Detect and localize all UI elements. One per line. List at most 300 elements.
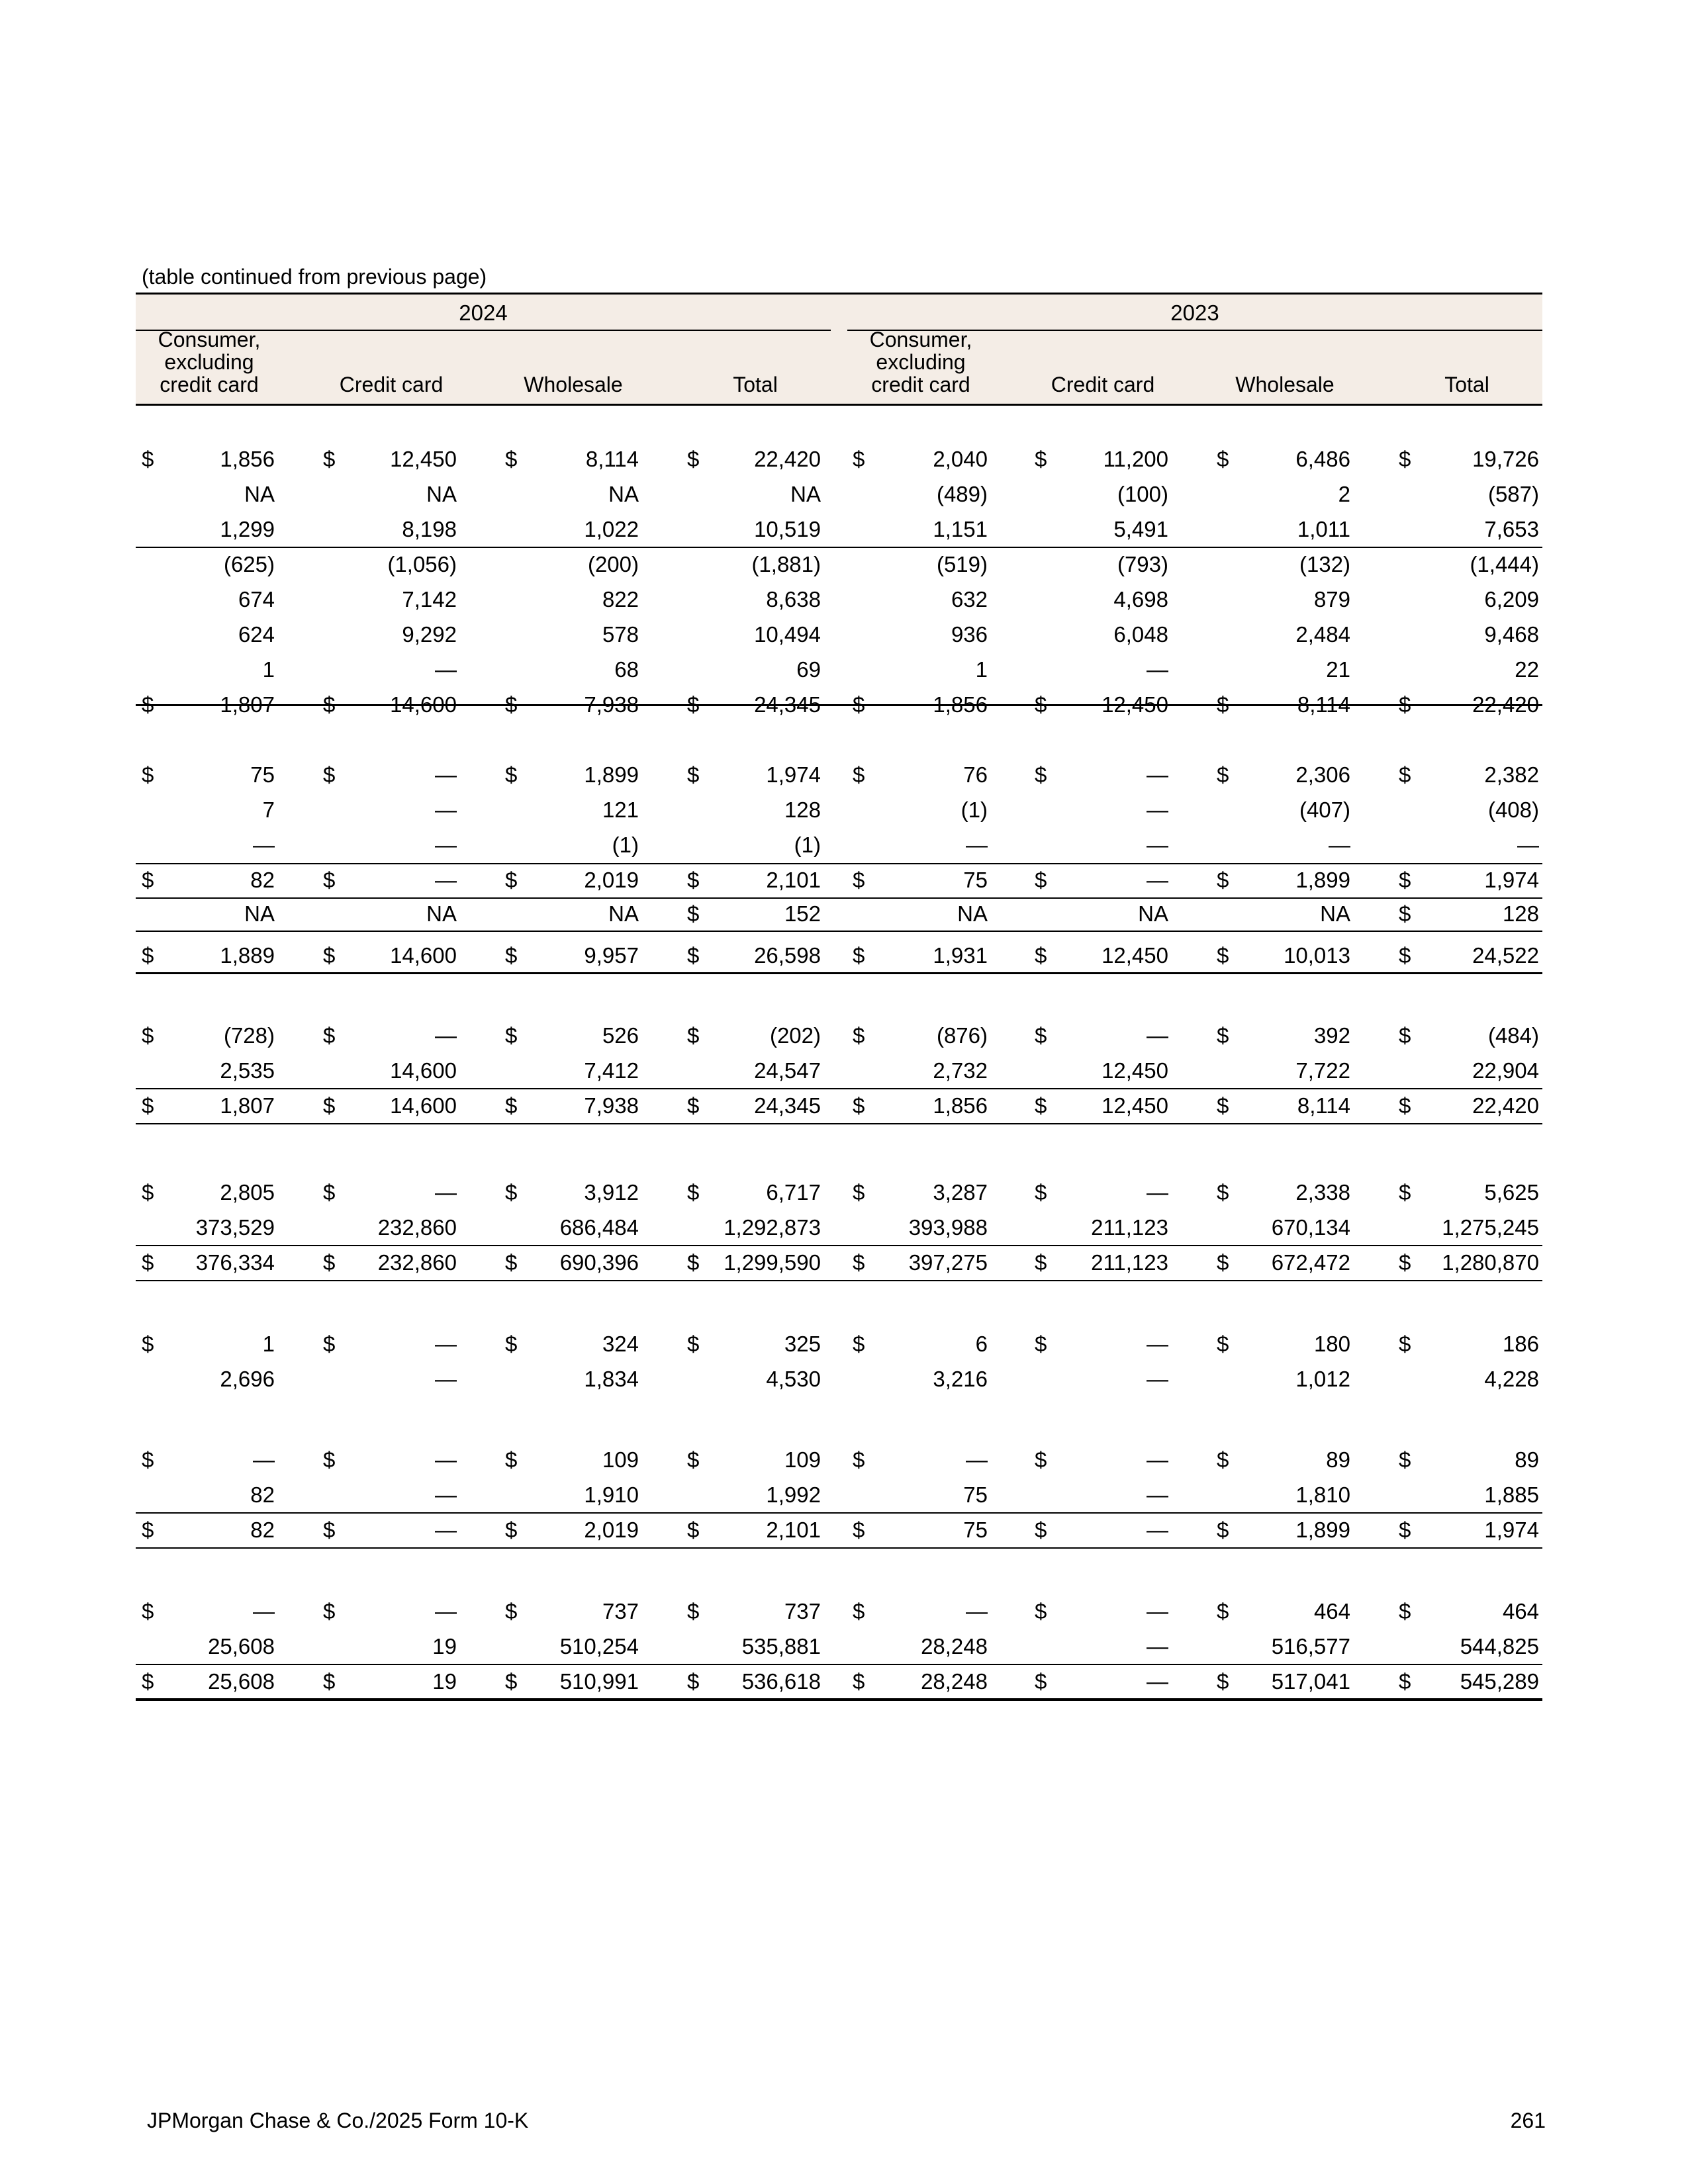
table-cell: (876) <box>936 1023 988 1048</box>
dollar-sign: $ <box>505 1093 518 1118</box>
dollar-sign: $ <box>1399 1093 1411 1118</box>
table-cell: 2,805 <box>220 1180 275 1205</box>
table-row <box>0 758 1688 792</box>
table-row <box>0 512 1688 547</box>
dollar-sign: $ <box>505 1180 518 1205</box>
table-cell: 128 <box>1502 901 1539 926</box>
continued-note: (table continued from previous page) <box>142 265 487 289</box>
dollar-sign: $ <box>1399 1669 1411 1694</box>
table-cell: 632 <box>951 587 988 612</box>
dollar-sign: $ <box>323 1599 336 1623</box>
dollar-sign: $ <box>1399 1447 1411 1472</box>
table-cell: — <box>1517 833 1539 857</box>
table-cell: 2,382 <box>1484 762 1539 787</box>
dollar-sign: $ <box>142 1250 154 1275</box>
table-cell: (407) <box>1299 797 1350 822</box>
table-cell: — <box>1147 1023 1168 1048</box>
table-cell: 2,484 <box>1295 622 1350 647</box>
table-cell: 376,334 <box>195 1250 275 1275</box>
table-rule <box>136 863 1542 864</box>
table-cell: 544,825 <box>1460 1634 1539 1659</box>
dollar-sign: $ <box>1035 1332 1047 1356</box>
table-cell: 22,904 <box>1472 1058 1539 1083</box>
dollar-sign: $ <box>1217 447 1229 471</box>
dollar-sign: $ <box>1217 1599 1229 1623</box>
dollar-sign: $ <box>687 943 700 968</box>
dollar-sign: $ <box>505 1023 518 1048</box>
table-cell: — <box>1147 1634 1168 1659</box>
dollar-sign: $ <box>323 1023 336 1048</box>
table-cell: 822 <box>602 587 639 612</box>
table-cell: (728) <box>223 1023 275 1048</box>
dollar-sign: $ <box>1035 447 1047 471</box>
dollar-sign: $ <box>505 1447 518 1472</box>
column-header <box>1381 373 1553 396</box>
dollar-sign: $ <box>1217 1250 1229 1275</box>
table-cell: 1,856 <box>933 692 988 717</box>
dollar-sign: $ <box>1217 1023 1229 1048</box>
dollar-sign: $ <box>505 943 518 968</box>
table-cell: 526 <box>602 1023 639 1048</box>
table-cell: 128 <box>784 797 821 822</box>
table-cell: 1,275,245 <box>1442 1215 1539 1240</box>
table-cell: 211,123 <box>1091 1215 1168 1240</box>
footer-title: JPMorgan Chase & Co./2025 Form 10-K <box>147 2109 529 2132</box>
column-header-line: credit card <box>871 373 970 396</box>
table-cell: 9,957 <box>584 943 639 968</box>
table-cell: 6,486 <box>1295 447 1350 471</box>
table-cell: 674 <box>238 587 275 612</box>
dollar-sign: $ <box>1035 1518 1047 1542</box>
table-rule <box>136 1698 1542 1701</box>
dollar-sign: $ <box>853 447 865 471</box>
dollar-sign: $ <box>853 1023 865 1048</box>
table-cell: — <box>1147 1447 1168 1472</box>
dollar-sign: $ <box>1035 1093 1047 1118</box>
table-cell: NA <box>608 482 639 506</box>
table-cell: (1) <box>794 833 821 857</box>
dollar-sign: $ <box>142 943 154 968</box>
table-cell: 19 <box>432 1634 457 1659</box>
dollar-sign: $ <box>505 447 518 471</box>
table-cell: NA <box>608 901 639 926</box>
table-cell: — <box>435 1518 457 1542</box>
table-cell: 6,048 <box>1113 622 1168 647</box>
table-cell: — <box>1147 1482 1168 1507</box>
table-cell: 75 <box>250 762 275 787</box>
dollar-sign: $ <box>687 868 700 892</box>
table-cell: — <box>1147 1599 1168 1623</box>
dollar-sign: $ <box>687 1250 700 1275</box>
dollar-sign: $ <box>1217 692 1229 717</box>
dollar-sign: $ <box>1399 868 1411 892</box>
column-header <box>669 373 841 396</box>
table-rule <box>136 1088 1542 1089</box>
table-cell: 12,450 <box>390 447 457 471</box>
table-cell: 12,450 <box>1102 943 1168 968</box>
table-cell: 25,608 <box>208 1634 275 1659</box>
dollar-sign: $ <box>323 868 336 892</box>
dollar-sign: $ <box>142 1447 154 1472</box>
dollar-sign: $ <box>853 1180 865 1205</box>
dollar-sign: $ <box>1035 1669 1047 1694</box>
dollar-sign: $ <box>323 943 336 968</box>
dollar-sign: $ <box>505 1332 518 1356</box>
table-row <box>0 938 1688 973</box>
table-cell: 1,807 <box>220 1093 275 1118</box>
table-rule <box>136 1547 1542 1549</box>
table-cell: 1 <box>975 657 988 682</box>
dollar-sign: $ <box>142 868 154 892</box>
table-cell: 186 <box>1502 1332 1539 1356</box>
dollar-sign: $ <box>142 1669 154 1694</box>
table-cell: 12,450 <box>1102 1058 1168 1083</box>
table-cell: — <box>966 1599 988 1623</box>
table-cell: 109 <box>784 1447 821 1472</box>
dollar-sign: $ <box>1035 943 1047 968</box>
table-row <box>0 582 1688 617</box>
table-cell: 535,881 <box>741 1634 821 1659</box>
table-cell: (793) <box>1117 552 1168 576</box>
table-cell: (1,881) <box>751 552 821 576</box>
table-row <box>0 1629 1688 1664</box>
column-header <box>1199 373 1371 396</box>
table-cell: 28,248 <box>921 1634 988 1659</box>
table-cell: — <box>253 1599 275 1623</box>
table-cell: — <box>253 1447 275 1472</box>
table-cell: 516,577 <box>1271 1634 1350 1659</box>
table-rule <box>136 1280 1542 1281</box>
dollar-sign: $ <box>687 1180 700 1205</box>
table-cell: 152 <box>784 901 821 926</box>
table-cell: — <box>1147 1669 1168 1694</box>
table-cell: 76 <box>963 762 988 787</box>
table-cell: (489) <box>936 482 988 506</box>
column-header-line: credit card <box>160 373 259 396</box>
table-cell: 180 <box>1313 1332 1350 1356</box>
table-cell: (587) <box>1487 482 1539 506</box>
dollar-sign: $ <box>1217 943 1229 968</box>
table-cell: 9,292 <box>402 622 457 647</box>
table-cell: 510,991 <box>559 1669 639 1694</box>
table-row <box>0 1175 1688 1210</box>
table-cell: 545,289 <box>1460 1669 1539 1694</box>
table-cell: 578 <box>602 622 639 647</box>
table-cell: NA <box>244 482 275 506</box>
dollar-sign: $ <box>142 1332 154 1356</box>
table-cell: 1,834 <box>584 1367 639 1391</box>
table-cell: 68 <box>614 657 639 682</box>
dollar-sign: $ <box>505 1669 518 1694</box>
table-cell: 536,618 <box>741 1669 821 1694</box>
table-cell: 2,535 <box>220 1058 275 1083</box>
dollar-sign: $ <box>853 1669 865 1694</box>
table-cell: 21 <box>1326 657 1350 682</box>
column-header <box>123 328 295 396</box>
dollar-sign: $ <box>1399 901 1411 926</box>
table-cell: 690,396 <box>559 1250 639 1275</box>
dollar-sign: $ <box>323 1250 336 1275</box>
dollar-sign: $ <box>323 1093 336 1118</box>
table-cell: (625) <box>223 552 275 576</box>
table-cell: 3,912 <box>584 1180 639 1205</box>
table-cell: 2,732 <box>933 1058 988 1083</box>
table-cell: — <box>1147 868 1168 892</box>
table-cell: 19 <box>432 1669 457 1694</box>
table-cell: (408) <box>1487 797 1539 822</box>
table-row <box>0 793 1688 827</box>
dollar-sign: $ <box>1399 943 1411 968</box>
dollar-sign: $ <box>1399 1332 1411 1356</box>
header-bottom-rule <box>136 404 1542 406</box>
table-cell: 464 <box>1502 1599 1539 1623</box>
table-row <box>0 547 1688 582</box>
table-cell: 24,522 <box>1472 943 1539 968</box>
table-row <box>0 1089 1688 1123</box>
dollar-sign: $ <box>1399 692 1411 717</box>
table-cell: 7,142 <box>402 587 457 612</box>
table-cell: 25,608 <box>208 1669 275 1694</box>
table-cell: 82 <box>250 1518 275 1542</box>
table-cell: — <box>435 1180 457 1205</box>
table-cell: 22,420 <box>1472 1093 1539 1118</box>
table-cell: (1) <box>612 833 639 857</box>
table-cell: 464 <box>1313 1599 1350 1623</box>
table-cell: 3,216 <box>933 1367 988 1391</box>
table-cell: (519) <box>936 552 988 576</box>
table-cell: 75 <box>963 868 988 892</box>
table-cell: 4,530 <box>766 1367 821 1391</box>
table-cell: 8,114 <box>585 447 639 471</box>
table-cell: 2,101 <box>766 868 821 892</box>
column-header <box>487 373 659 396</box>
table-cell: (200) <box>587 552 639 576</box>
table-cell: 26,598 <box>754 943 821 968</box>
dollar-sign: $ <box>1217 762 1229 787</box>
dollar-sign: $ <box>505 1599 518 1623</box>
dollar-sign: $ <box>1035 1447 1047 1472</box>
table-cell: 373,529 <box>195 1215 275 1240</box>
dollar-sign: $ <box>1217 1447 1229 1472</box>
table-cell: 1,022 <box>584 517 639 541</box>
table-cell: 109 <box>602 1447 639 1472</box>
table-cell: 7,653 <box>1484 517 1539 541</box>
dollar-sign: $ <box>505 762 518 787</box>
table-cell: — <box>1147 762 1168 787</box>
table-cell: NA <box>426 901 457 926</box>
table-cell: 2,019 <box>584 868 639 892</box>
column-header <box>1017 373 1189 396</box>
table-cell: (1,444) <box>1470 552 1539 576</box>
table-row <box>0 1327 1688 1361</box>
dollar-sign: $ <box>505 1518 518 1542</box>
dollar-sign: $ <box>687 1023 700 1048</box>
column-header-line: excluding <box>876 350 966 374</box>
table-cell: 19,726 <box>1472 447 1539 471</box>
table-cell: — <box>1147 1367 1168 1391</box>
table-row <box>0 897 1688 931</box>
table-cell: 1,889 <box>220 943 275 968</box>
table-cell: NA <box>244 901 275 926</box>
dollar-sign: $ <box>1399 1023 1411 1048</box>
table-cell: 5,625 <box>1484 1180 1539 1205</box>
table-cell: 324 <box>602 1332 639 1356</box>
dollar-sign: $ <box>1399 447 1411 471</box>
table-cell: 232,860 <box>377 1250 457 1275</box>
dollar-sign: $ <box>1217 868 1229 892</box>
dollar-sign: $ <box>1399 1599 1411 1623</box>
table-cell: 8,114 <box>1297 692 1350 717</box>
table-row <box>0 1019 1688 1053</box>
table-cell: 2,040 <box>933 447 988 471</box>
dollar-sign: $ <box>323 447 336 471</box>
table-cell: — <box>1147 657 1168 682</box>
table-cell: — <box>435 1332 457 1356</box>
dollar-sign: $ <box>323 762 336 787</box>
table-cell: 936 <box>951 622 988 647</box>
table-row <box>0 653 1688 687</box>
table-cell: 325 <box>784 1332 821 1356</box>
table-cell: 89 <box>1515 1447 1539 1472</box>
table-row <box>0 828 1688 862</box>
table-cell: 1 <box>262 657 275 682</box>
table-cell: 75 <box>963 1482 988 1507</box>
table-cell: — <box>1147 797 1168 822</box>
dollar-sign: $ <box>687 1332 700 1356</box>
table-rule <box>136 1123 1542 1124</box>
table-cell: — <box>435 868 457 892</box>
table-cell: 8,114 <box>1297 1093 1350 1118</box>
table-cell: — <box>435 1367 457 1391</box>
table-cell: 4,228 <box>1484 1367 1539 1391</box>
table-row <box>0 1664 1688 1699</box>
table-cell: 9,468 <box>1484 622 1539 647</box>
table-cell: (132) <box>1299 552 1350 576</box>
table-row <box>0 1513 1688 1547</box>
table-cell: 4,698 <box>1113 587 1168 612</box>
dollar-sign: $ <box>853 1093 865 1118</box>
header-top-rule <box>136 293 1542 295</box>
table-cell: 737 <box>784 1599 821 1623</box>
table-cell: — <box>435 762 457 787</box>
table-cell: 6,209 <box>1484 587 1539 612</box>
table-cell: 624 <box>238 622 275 647</box>
table-cell: 211,123 <box>1091 1250 1168 1275</box>
dollar-sign: $ <box>1217 1180 1229 1205</box>
dollar-sign: $ <box>853 1332 865 1356</box>
dollar-sign: $ <box>142 1518 154 1542</box>
table-cell: — <box>435 1599 457 1623</box>
table-cell: 393,988 <box>908 1215 988 1240</box>
table-cell: — <box>1147 1518 1168 1542</box>
table-cell: 1,885 <box>1484 1482 1539 1507</box>
table-cell: 14,600 <box>390 1093 457 1118</box>
table-cell: — <box>253 833 275 857</box>
table-cell: 397,275 <box>908 1250 988 1275</box>
table-cell: — <box>435 833 457 857</box>
table-row <box>0 1246 1688 1280</box>
table-cell: 2,338 <box>1295 1180 1350 1205</box>
table-cell: NA <box>426 482 457 506</box>
table-cell: 1,974 <box>766 762 821 787</box>
dollar-sign: $ <box>1035 1180 1047 1205</box>
table-cell: (1,056) <box>387 552 457 576</box>
dollar-sign: $ <box>323 1332 336 1356</box>
table-cell: 12,450 <box>1102 692 1168 717</box>
dollar-sign: $ <box>323 1180 336 1205</box>
table-cell: 10,519 <box>754 517 821 541</box>
table-cell: 22,420 <box>1472 692 1539 717</box>
column-header-line: Total <box>1444 373 1489 396</box>
column-header-line: excluding <box>164 350 254 374</box>
table-cell: 89 <box>1326 1447 1350 1472</box>
table-cell: 232,860 <box>377 1215 457 1240</box>
table-row <box>0 1594 1688 1629</box>
table-row <box>0 863 1688 897</box>
table-cell: 392 <box>1313 1023 1350 1048</box>
table-cell: — <box>1147 1180 1168 1205</box>
table-cell: 7,412 <box>584 1058 639 1083</box>
table-cell: 2,101 <box>766 1518 821 1542</box>
table-cell: 1,280,870 <box>1442 1250 1539 1275</box>
table-cell: 672,472 <box>1271 1250 1350 1275</box>
table-rule <box>136 704 1542 706</box>
dollar-sign: $ <box>687 692 700 717</box>
table-cell: — <box>435 1023 457 1048</box>
table-cell: 1,151 <box>933 517 988 541</box>
table-cell: 7 <box>262 797 275 822</box>
dollar-sign: $ <box>142 1180 154 1205</box>
table-cell: 1,899 <box>1295 1518 1350 1542</box>
dollar-sign: $ <box>1035 762 1047 787</box>
table-row <box>0 442 1688 477</box>
table-cell: 7,722 <box>1295 1058 1350 1083</box>
table-cell: 8,198 <box>402 517 457 541</box>
column-header-line: Total <box>733 373 778 396</box>
dollar-sign: $ <box>1399 762 1411 787</box>
column-header <box>835 328 1007 396</box>
dollar-sign: $ <box>1035 868 1047 892</box>
column-header-line: Wholesale <box>1235 373 1335 396</box>
table-cell: (202) <box>769 1023 821 1048</box>
dollar-sign: $ <box>687 1669 700 1694</box>
table-cell: 14,600 <box>390 1058 457 1083</box>
dollar-sign: $ <box>853 1250 865 1275</box>
dollar-sign: $ <box>142 762 154 787</box>
table-cell: 22,420 <box>754 447 821 471</box>
table-cell: 1,012 <box>1295 1367 1350 1391</box>
table-cell: 686,484 <box>559 1215 639 1240</box>
year-2024: 2024 <box>459 300 508 325</box>
table-cell: 22 <box>1515 657 1539 682</box>
table-cell: 6,717 <box>766 1180 821 1205</box>
table-row <box>0 1210 1688 1245</box>
dollar-sign: $ <box>687 1518 700 1542</box>
table-row <box>0 1478 1688 1512</box>
table-cell: 670,134 <box>1271 1215 1350 1240</box>
dollar-sign: $ <box>142 1093 154 1118</box>
table-row <box>0 1054 1688 1088</box>
dollar-sign: $ <box>853 692 865 717</box>
table-rule <box>136 547 1542 548</box>
table-cell: 5,491 <box>1113 517 1168 541</box>
table-cell: 6 <box>975 1332 988 1356</box>
table-cell: 2,696 <box>220 1367 275 1391</box>
table-cell: 7,938 <box>584 1093 639 1118</box>
table-row <box>0 477 1688 512</box>
table-cell: 1,992 <box>766 1482 821 1507</box>
dollar-sign: $ <box>1217 1518 1229 1542</box>
